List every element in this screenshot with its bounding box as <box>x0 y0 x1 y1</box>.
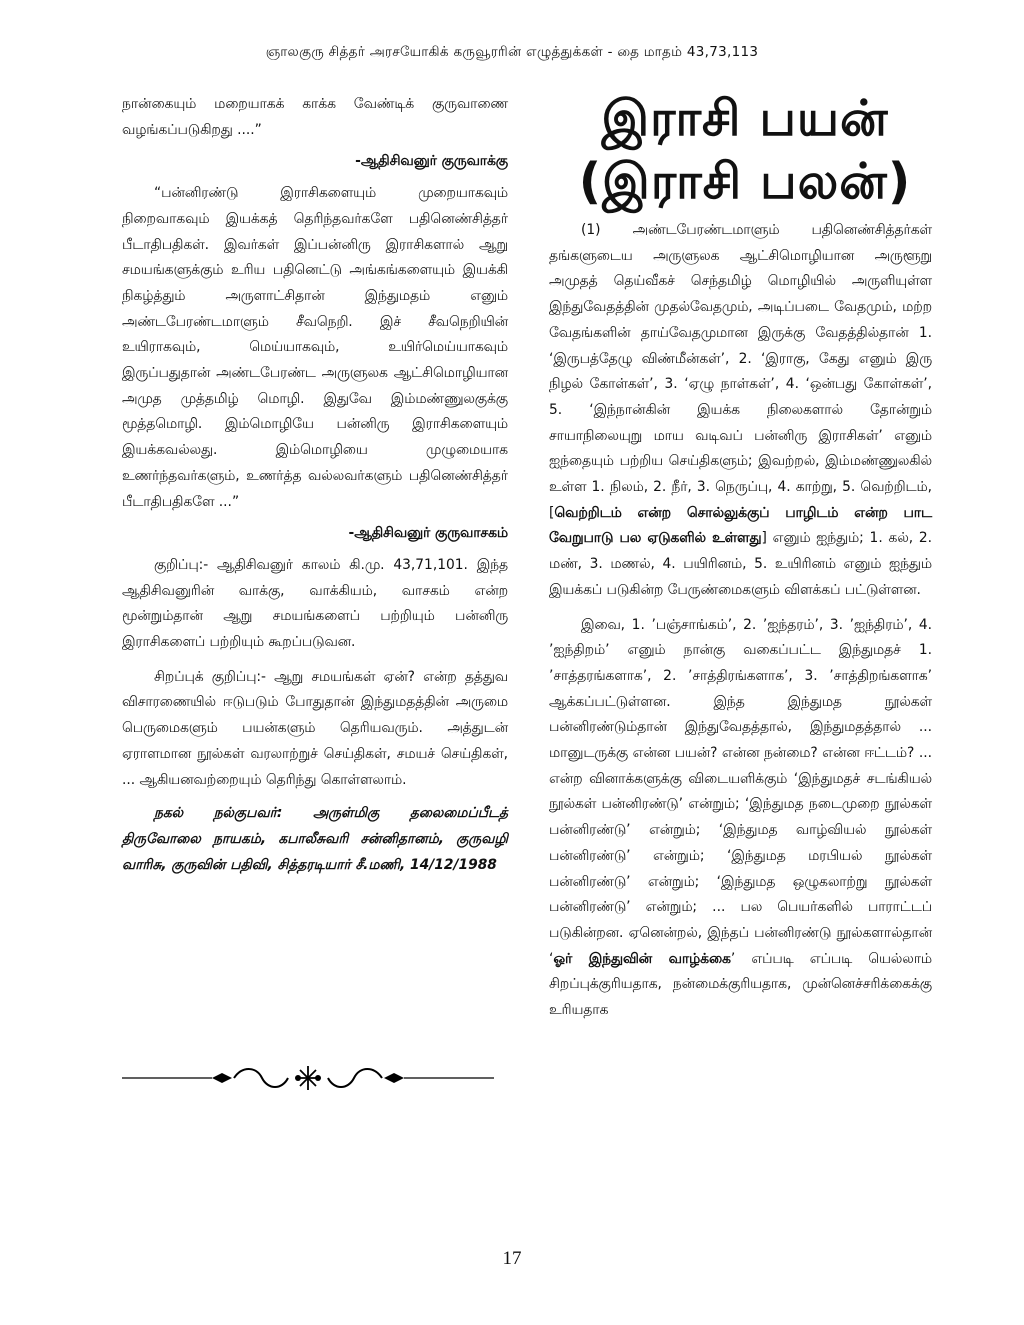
right-paragraph-2-bold: ஓர் இந்துவின் வாழ்க்கை <box>553 950 731 967</box>
special-note-paragraph: சிறப்புக் குறிப்பு:- ஆறு சமயங்கள் ஏன்? என்ற தத்துவ விசாரணையில் ஈடுபடும் போதுதான் இந்துமதத்தின் அருமை பெருமைகளும் பயன்களும் தெரியவரும். அத்துடன் ஏராளமான நூல்கள் வரலாற்றுச் செய்திகள், சமயச் செய்திகள், ... ஆகியனவற்றையும் தெரிந்து கொள்ளலாம். <box>122 668 508 788</box>
signature-guruvasagam: -ஆதிசிவனுர் குருவாசகம் <box>348 525 508 542</box>
right-paragraph-1-bold: வெற்றிடம் என்ற சொல்லுக்குப் பாழிடம் என்ற பாட வேறுபாடு பல ஏடுகளில் உள்ளது <box>549 504 932 547</box>
note-paragraph: குறிப்பு:- ஆதிசிவனுர் காலம் கி.மு. 43,71,101. இந்த ஆதிசிவனுரின் வாக்கு, வாக்கியம், வாசகம் என்ற மூன்றும்தான் ஆறு சமயங்களைப் பற்றியும் பன்னிரு இராசிகளைப் பற்றியும் கூறப்படுவன. <box>122 556 508 651</box>
right-column <box>549 218 932 1024</box>
right-paragraph-1-text-b: ] எனும் ஐந்தும்; 1. கல், 2. மண், 3. மணல், 4. பயிரினம், 5. உயிரினம் எனும் ஐந்தும் இயக்கப் படுகின்ற பேருண்மைகளும் விளக்கப் பட்டுள்ளன. <box>549 530 932 598</box>
page-number: 17 <box>502 1248 522 1269</box>
right-paragraph-1-text-a: (1) அண்டபேரண்டமாளும் பதினெண்சித்தர்கள் தங்களுடைய அருளுலக ஆட்சிமொழியான அருளூறு அமுதத் தெய்வீகச் செந்தமிழ் மொழியில் அருளியுள்ள இந்துவேதத்தின் முதல்வேதமும், அடிப்படை வேதமும், மற்ற வேதங்களின் தாய்வேதமுமான இருக்கு வேதத்தில்தான் 1. ‘இருபத்தேழு விண்மீன்கள்’, 2. ‘இராகு, கேது எனும் இரு நிழல் கோள்கள்’, 3. ‘ஏழு நாள்கள்’, 4. ‘ஒன்பது கோள்கள்’, 5. ‘இந்நான்கின் இயக்க நிலைகளால் தோன்றும் சாயாநிலையுறு மாய வடிவப் பன்னிரு இராசிகள்’ எனும் ஐந்தையும் பற்றிய செய்திகளும்; இவற்றல், இம்மண்ணுலகில் உள்ள 1. நிலம், 2. நீர், 3. நெருப்பு, 4. காற்று, 5. வெற்றிடம், [ <box>549 222 932 521</box>
left-paragraph-1: நான்கையும் மறையாகக் காக்க வேண்டிக் குருவாணை வழங்கப்படுகிறது ....” <box>122 96 508 138</box>
right-paragraph-1 <box>549 218 932 604</box>
page-subtitle: (இராசி பலன்) <box>578 153 912 210</box>
signature-guruvakku: -ஆதிசிவனுர் குருவாக்கு <box>355 153 508 170</box>
page-title: இராசி பயன் <box>601 90 889 147</box>
left-paragraph-2: “பன்னிரண்டு இராசிகளையும் முறையாகவும் நிறைவாகவும் இயக்கத் தெரிந்தவர்களே பதினெண்சித்தர் பீடாதிபதிகள். இவர்கள் இப்பன்னிரு இராசிகளால் ஆறு சமயங்களுக்கும் உரிய பதினெட்டு அங்கங்களையும் இயக்கி நிகழ்த்தும் அருளாட்சிதான் இந்துமதம் எனும் அண்டபேரண்டமாளும் சீவநெறி. இச் சீவநெறியின் உயிராகவும், மெய்யாகவும், உயிர்மெய்யாகவும் இருப்பதுதான் அண்டபேரண்ட அருளுலக ஆட்சிமொழியான அமுத முத்தமிழ் மொழி. இதுவே இம்மண்ணுலகுக்கு மூத்தமொழி. இம்மொழியே பன்னிரு இராசிகளையும் இயக்கவல்லது. இம்மொழியை முழுமையாக உணர்ந்தவர்களும், உணர்த்த வல்லவர்களும் பதினெண்சித்தர் பீடாதிபதிகளே ...” <box>122 185 508 510</box>
copy-credit: நகல் நல்குபவர்: அருள்மிகு தலைமைப்பீடத் திருவோலை நாயகம், கபாலீசுவரி சன்னிதானம், குருவழி வாரிசு, குருவின் பதிவி, சித்தரடியார் சீ.மணி, 14/12/1988 <box>122 805 508 873</box>
left-column <box>122 92 508 878</box>
running-header: ஞாலகுரு சித்தர் அரசயோகிக் கருவூரரின் எழுத்துக்கள் - தை மாதம் 43,73,113 <box>265 44 759 60</box>
right-paragraph-2-text-b: ’ எப்படி எப்படி யெல்லாம் சிறப்புக்குரியதாக, நன்மைக்குரியதாக, முன்னெச்சரிக்கைக்கு உரியதாக <box>549 950 933 1019</box>
ornament-divider <box>122 1058 494 1098</box>
right-paragraph-2 <box>549 613 932 1024</box>
right-paragraph-2-text-a: இவை, 1. ’பஞ்சாங்கம்’, 2. ’ஐந்தரம்’, 3. ’ஐந்திரம்’, 4. ’ஐந்திறம்’ எனும் நான்கு வகைப்பட்ட இந்துமதச் 1. ’சாத்தரங்களாக’, 2. ’சாத்திரங்களாக’, 3. ’சாத்திறங்களாக’ ஆக்கப்பட்டுள்ளன. இந்த இந்துமத நூல்கள் பன்னிரண்டும்தான் இந்துவேதத்தால், இந்துமதத்தால் ... மானுடருக்கு என்ன பயன்? என்ன நன்மை? என்ன ஈட்டம்? ... என்ற வினாக்களுக்கு விடையளிக்கும் ‘இந்துமதச் சடங்கியல் நூல்கள் பன்னிரண்டு’ என்றும்; ‘இந்துமத நடைமுறை நூல்கள் பன்னிரண்டு’ என்றும்; ‘இந்துமத வாழ்வியல் நூல்கள் பன்னிரண்டு’ என்றும்; ‘இந்துமத மரபியல் நூல்கள் பன்னிரண்டு’ என்றும்; ‘இந்துமத ஒழுகலாற்று நூல்கள் பன்னிரண்டு’ என்றும்; ... பல பெயர்களில் பாராட்டப் படுகின்றன. ஏனென்றல், இந்தப் பன்னிரண்டு நூல்களால்தான் ‘ <box>549 616 932 967</box>
